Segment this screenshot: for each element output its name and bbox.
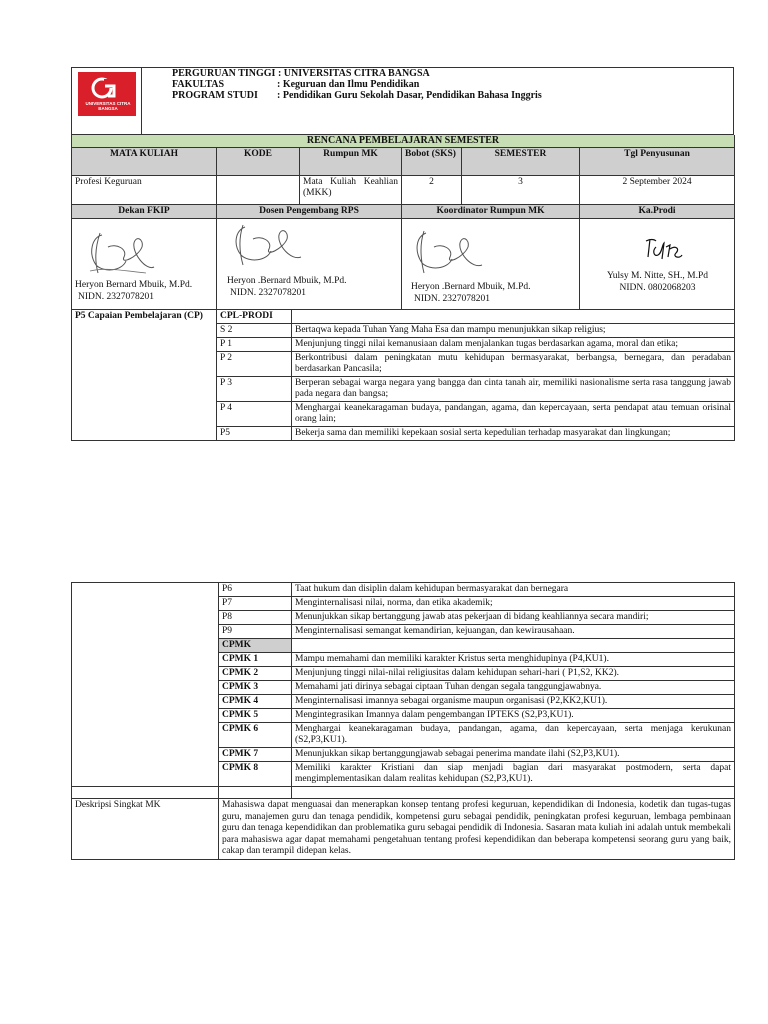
head-koordinator: Koordinator Rumpun MK [402, 205, 580, 219]
cpl-code: P 2 [217, 351, 292, 376]
cpmk-text: Mengintegrasikan Imannya dalam pengembangan IPTEKS (S2,P3,KU1). [292, 709, 735, 723]
description-row [72, 799, 735, 860]
cpmk-code: CPMK 5 [219, 709, 292, 723]
cpmk-code: CPMK 1 [219, 653, 292, 667]
signature-dekan [86, 227, 156, 279]
value-mata-kuliah: Profesi Keguruan [72, 175, 217, 204]
rps-page-2 [71, 582, 734, 860]
col-mata-kuliah: MATA KULIAH [72, 147, 217, 175]
name-dekan: Heryon Bernard Mbuik, M.Pd. NIDN. 2327078201 [75, 279, 193, 302]
signature-dosen [231, 221, 303, 269]
cpl-text: Bertaqwa kepada Tuhan Yang Maha Esa dan mampu menunjukkan sikap religius; [292, 323, 735, 337]
faculty-value: : Keguruan dan Ilmu Pendidikan [277, 79, 420, 90]
cpmk-code: CPMK 6 [219, 723, 292, 748]
faculty-label: FAKULTAS [172, 79, 225, 90]
value-bobot: 2 [402, 175, 462, 204]
cpl-text: Menghargai keanekaragaman budaya, pandangan, agama, dan kepercayaan, serta pendapat atau temuan orisinal orang lain; [292, 401, 735, 426]
spacer-cell-right [292, 787, 735, 799]
institution-header [71, 67, 734, 135]
name-koordinator: Heryon .Bernard Mbuik, M.Pd. NIDN. 2327078201 [411, 281, 531, 304]
cpl-code: P6 [219, 583, 292, 597]
value-kode [217, 175, 300, 204]
value-rumpun: Mata Kuliah Keahlian (MKK) [300, 175, 402, 204]
cpmk-head: CPMK [219, 639, 292, 653]
institution-name: PERGURUAN TINGGI : UNIVERSITAS CITRA BANGSA [172, 68, 430, 79]
cpl-text: Taat hukum dan disiplin dalam kehidupan bermasyarakat dan bernegara [292, 583, 735, 597]
cpl-text: Berkontribusi dalam peningkatan mutu kehidupan bermasyarakat, berbangsa, bernegara, dan peradaban berdasarkan Pancasila; [292, 351, 735, 376]
cpl-text: Menginternalisasi semangat kemandirian, kejuangan, dan kewirausahaan. [292, 625, 735, 639]
program-value: : Pendidikan Guru Sekolah Dasar, Pendidikan Bahasa Inggris [277, 90, 542, 101]
cpmk-text: Menjunjung tinggi nilai-nilai religiusitas dalam kehidupan sehari-hari ( P1,S2, KK2). [292, 667, 735, 681]
cpl-code: P7 [219, 597, 292, 611]
cpl-code: P8 [219, 611, 292, 625]
cpmk-code: CPMK 3 [219, 681, 292, 695]
cpmk-head-empty [292, 639, 735, 653]
cp-label-empty [72, 583, 219, 787]
program-label: PROGRAM STUDI [172, 90, 258, 101]
signature-table [71, 205, 735, 310]
cpmk-text: Menghargai keanekaragaman budaya, pandangan, agama, dan kepercayaan, serta menjaga kerukunan (S2,P3,KU1). [292, 723, 735, 748]
rps-title: RENCANA PEMBELAJARAN SEMESTER [72, 135, 735, 147]
cpl-text: Menginternalisasi nilai, norma, dan etika akademik; [292, 597, 735, 611]
name-dosen: Heryon .Bernard Mbuik, M.Pd. NIDN. 2327078201 [227, 275, 347, 298]
cpl-prodi-head: CPL-PRODI [217, 310, 292, 324]
signature-kaprodi [640, 235, 684, 265]
cpl-code: P 1 [217, 337, 292, 351]
col-kode: KODE [217, 147, 300, 175]
institution-info [172, 68, 542, 101]
description-label: Deskripsi Singkat MK [72, 799, 219, 860]
cpl-text: Berperan sebagai warga negara yang bangga dan cinta tanah air, memiliki nasionalisme serta rasa tanggung jawab pada negara dan bangsa; [292, 376, 735, 401]
name-kaprodi: Yulsy M. Nitte, SH., M.Pd NIDN. 0802068203 [606, 270, 709, 293]
logo-cell [72, 68, 142, 134]
course-value-row [72, 175, 735, 204]
cpl-text: Bekerja sama dan memiliki kepekaan sosial serta kepedulian terhadap masyarakat dan lingkungan; [292, 426, 735, 440]
signature-cell-kaprodi [580, 218, 735, 309]
cpmk-code: CPMK 4 [219, 695, 292, 709]
cpl-code: P 3 [217, 376, 292, 401]
cpmk-text: Memahami jati dirinya sebagai ciptaan Tuhan dengan segala tanggungjawabnya. [292, 681, 735, 695]
value-semester: 3 [462, 175, 580, 204]
head-dekan: Dekan FKIP [72, 205, 217, 219]
cp-table-2 [71, 582, 735, 860]
cpmk-code: CPMK 7 [219, 748, 292, 762]
cpmk-code: CPMK 2 [219, 667, 292, 681]
cpl-code: P5 [217, 426, 292, 440]
cpmk-text: Mampu memahami dan memiliki karakter Kristus serta menghidupinya (P4,KU1). [292, 653, 735, 667]
cp-table-1 [71, 310, 735, 441]
cpmk-text: Menginternalisasi imannya sebagai organisme maupun organisasi (P2,KK2,KU1). [292, 695, 735, 709]
signature-cell-dekan [72, 218, 217, 309]
signature-koordinator [412, 227, 484, 277]
cpl-text: Menjunjung tinggi nilai kemanusiaan dalam menjalankan tugas berdasarkan agama, moral dan etika; [292, 337, 735, 351]
cpl-code: P 4 [217, 401, 292, 426]
spacer-cell-left [72, 787, 219, 799]
head-dosen: Dosen Pengembang RPS [217, 205, 402, 219]
rps-page-1 [71, 67, 734, 441]
spacer-cell-mid [219, 787, 292, 799]
cp-label: P5 Capaian Pembelajaran (CP) [72, 310, 217, 441]
logo-caption: UNIVERSITAS CITRA BANGSA [85, 101, 131, 111]
col-rumpun: Rumpun MK [300, 147, 402, 175]
signature-cell-dosen [217, 218, 402, 309]
value-tgl: 2 September 2024 [580, 175, 735, 204]
cpmk-code: CPMK 8 [219, 762, 292, 787]
cpl-code: S 2 [217, 323, 292, 337]
rps-table [71, 135, 735, 205]
signature-cell-koordinator [402, 218, 580, 309]
spacer-row [72, 787, 735, 799]
cpl-row [72, 583, 735, 597]
cpmk-text: Memiliki karakter Kristiani dan siap menjadi bagian dari masyarakat postmodern, serta dapat mengimplementasikan dalam realitas kehidupan (S2,P3,KU1). [292, 762, 735, 787]
col-bobot: Bobot (SKS) [402, 147, 462, 175]
cpl-text: Menunjukkan sikap bertanggung jawab atas pekerjaan di bidang keahliannya secara mandiri; [292, 611, 735, 625]
cpl-code: P9 [219, 625, 292, 639]
col-semester: SEMESTER [462, 147, 580, 175]
course-header-row [72, 147, 735, 175]
cpl-prodi-head-empty [292, 310, 735, 324]
head-kaprodi: Ka.Prodi [580, 205, 735, 219]
cpmk-text: Menunjukkan sikap bertanggungjawab sebagai penerima mandate ilahi (S2,P3,KU1). [292, 748, 735, 762]
col-tgl: Tgl Penyusunan [580, 147, 735, 175]
description-text: Mahasiswa dapat menguasai dan menerapkan konsep tentang profesi keguruan, kependidikan di Indonesia, kodetik dan tugas-tugas guru, manajemen guru dan tenaga pendidik, kompetensi guru sebagai pendidik, peningkatan profesi keguruan, lembaga pembinaan guru dan tenaga kependidikan dan problematika guru sebagai pendidik di Indonesia. Sasaran mata kuliah ini adalah untuk membekali para mahasiswa agar dapat memahami pengetahuan tentang profesi kependidikan dan beberapa kompetensi seorang guru yang baik, cakap dan terampil didepan kelas. [219, 799, 735, 860]
